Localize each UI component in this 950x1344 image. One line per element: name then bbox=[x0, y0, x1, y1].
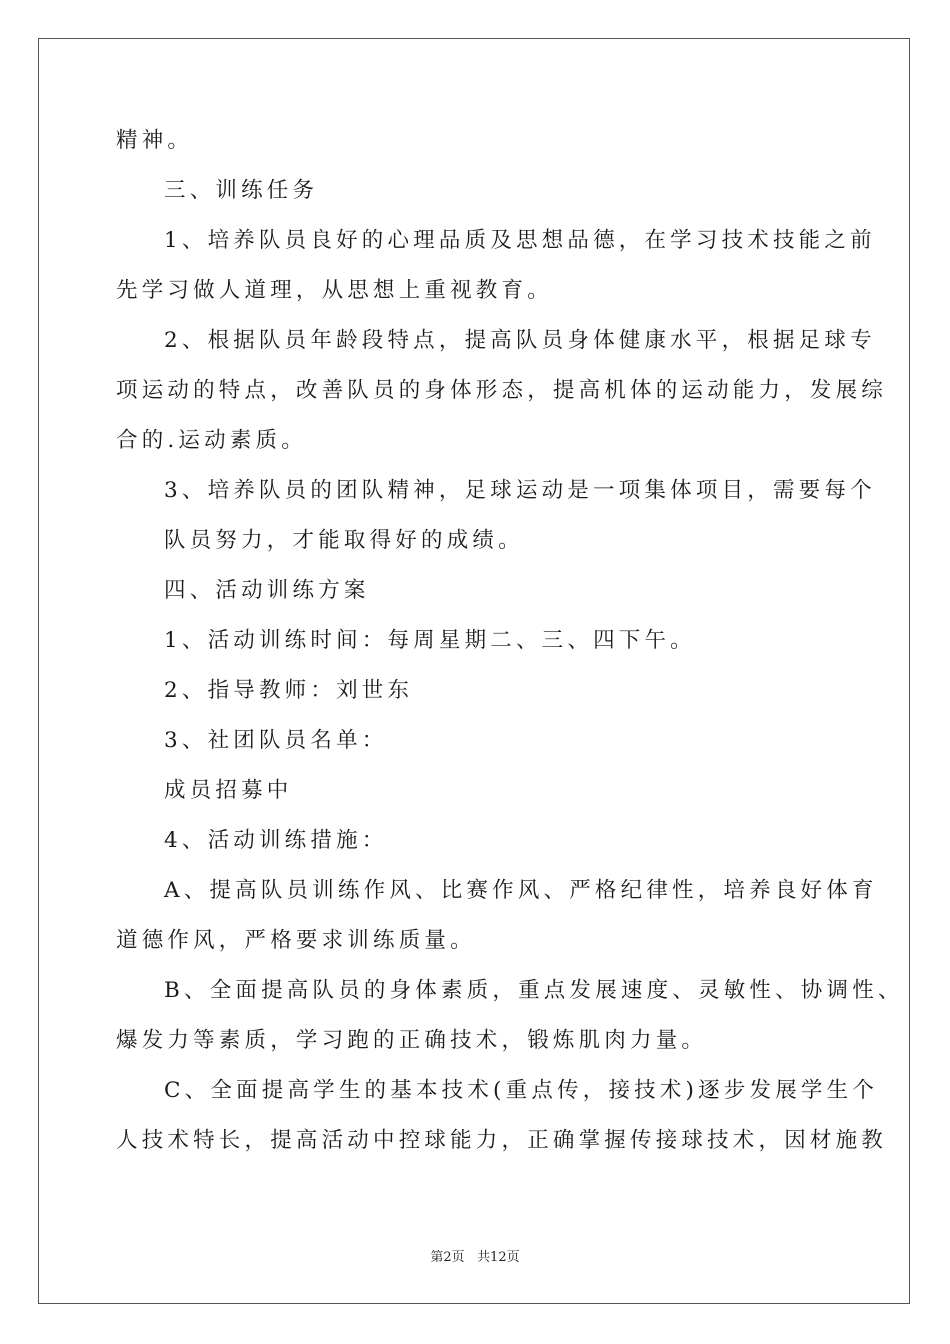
text-line: 先学习做人道理，从思想上重视教育。 bbox=[116, 278, 553, 303]
text-line: A、提高队员训练作风、比赛作风、严格纪律性，培养良好体育 bbox=[164, 878, 878, 903]
text-line: C、全面提高学生的基本技术(重点传，接技术)逐步发展学生个 bbox=[164, 1078, 879, 1103]
text-line: 1、培养队员良好的心理品质及思想品德，在学习技术技能之前 bbox=[164, 228, 876, 253]
text-line: 2、根据队员年龄段特点，提高队员身体健康水平，根据足球专 bbox=[164, 328, 876, 353]
text-line: 爆发力等素质，学习跑的正确技术，锻炼肌肉力量。 bbox=[116, 1028, 708, 1053]
page-footer: 第2页 共12页 bbox=[430, 1250, 520, 1265]
text-line: B、全面提高队员的身体素质，重点发展速度、灵敏性、协调性、 bbox=[164, 978, 904, 1003]
text-line: 2、指导教师：刘世东 bbox=[164, 678, 414, 703]
text-line: 道德作风，严格要求训练质量。 bbox=[116, 928, 476, 953]
text-line: 1、活动训练时间：每周星期二、三、四下午。 bbox=[164, 628, 696, 653]
text-line: 项运动的特点，改善队员的身体形态，提高机体的运动能力，发展综 bbox=[116, 378, 888, 403]
text-line: 3、培养队员的团队精神，足球运动是一项集体项目，需要每个 bbox=[164, 478, 876, 503]
section-heading: 三、训练任务 bbox=[164, 178, 319, 203]
text-line: 4、活动训练措施： bbox=[164, 828, 388, 853]
text-line: 3、社团队员名单： bbox=[164, 728, 388, 753]
section-heading: 四、活动训练方案 bbox=[164, 578, 370, 603]
text-line: 队员努力，才能取得好的成绩。 bbox=[164, 528, 524, 553]
text-line: 合的.运动素质。 bbox=[116, 428, 307, 453]
text-line: 成员招募中 bbox=[164, 778, 293, 803]
text-line: 人技术特长，提高活动中控球能力，正确掌握传接球技术，因材施教 bbox=[116, 1128, 888, 1153]
text-line: 精神。 bbox=[116, 128, 194, 153]
